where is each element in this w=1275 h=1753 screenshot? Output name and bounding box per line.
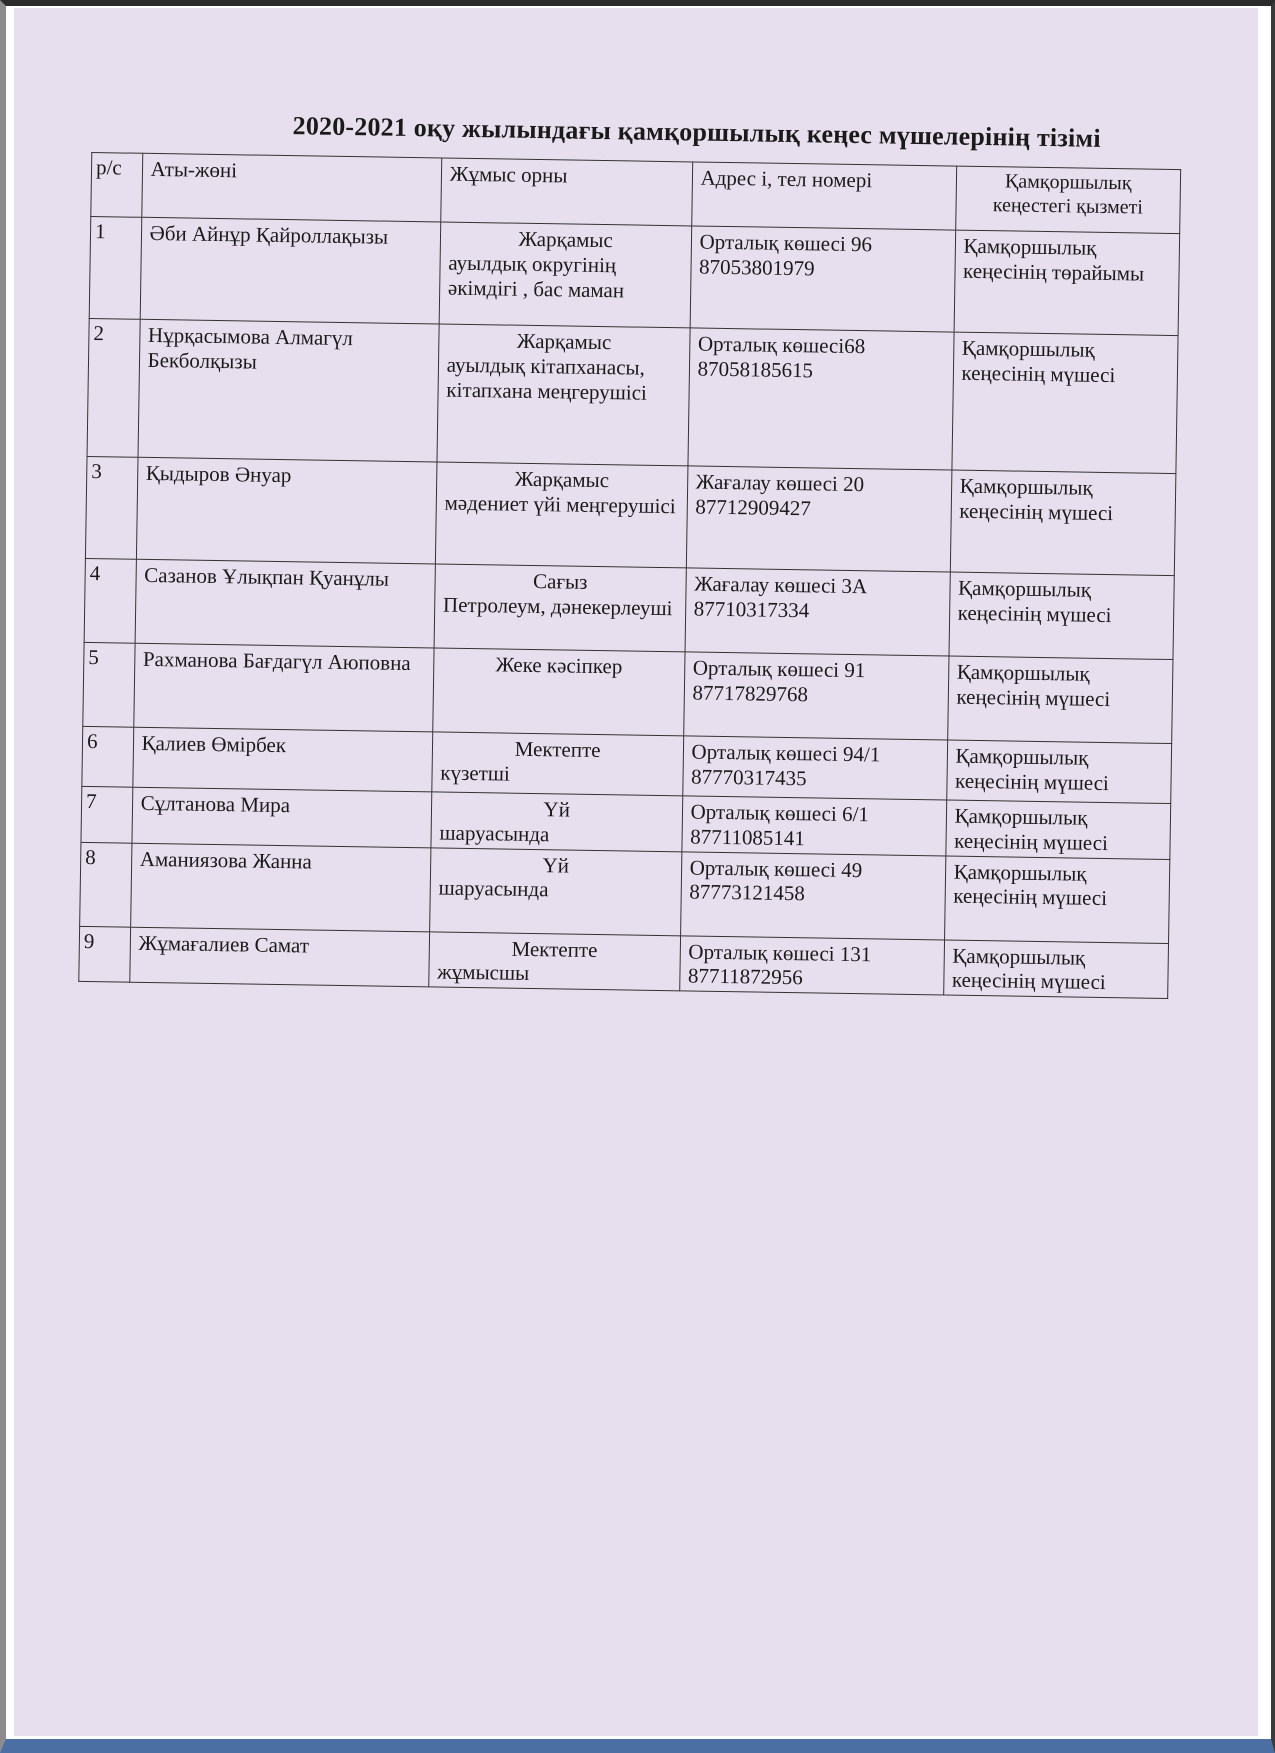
- work-place-rest: шаруасында: [438, 875, 549, 902]
- work-place-first: Мектепте: [514, 736, 601, 763]
- row-num: 8: [80, 842, 132, 927]
- member-name: Рахманова Бағдагүл Аюповна: [133, 643, 433, 732]
- address: Жағалау көшесі 20: [695, 469, 865, 497]
- header-num: р/с: [91, 153, 143, 218]
- work-place-rest: Петролеум, дәнекерлеуші: [442, 592, 673, 620]
- work-place-rest: ауылдық округінің әкімдігі , бас маман: [447, 250, 625, 302]
- scanned-page: [14, 8, 1258, 1736]
- address: Орталық көшесі 49: [689, 855, 863, 882]
- work-place-first: Жарқамыс: [516, 328, 612, 355]
- work-place-first: Жарқамыс: [514, 466, 610, 493]
- phone: 87710317334: [693, 596, 810, 623]
- row-num: 4: [84, 558, 136, 643]
- work-place: [431, 792, 683, 851]
- member-name: Нұрқасымова Алмагүл Бекболқызы: [138, 319, 439, 462]
- row-num: 3: [85, 456, 137, 559]
- phone: 87712909427: [695, 494, 812, 521]
- phone: 87053801979: [698, 254, 815, 281]
- address: Орталық көшесі 91: [692, 655, 866, 683]
- row-num: 2: [87, 318, 140, 457]
- table-row: [87, 318, 1178, 473]
- row-num: 5: [83, 642, 135, 727]
- address-phone: [690, 226, 956, 332]
- phone: 87711085141: [690, 824, 806, 851]
- work-place-rest: ауылдық кітапханасы, кітапхана меңгерушісі: [446, 352, 648, 405]
- council-role: Қамқоршылық кеңесінің төрайымы: [954, 230, 1180, 336]
- work-place: [437, 324, 690, 466]
- address-phone: [679, 935, 944, 995]
- council-role: Қамқоршылық кеңесінің мүшесі: [943, 940, 1168, 999]
- address: Орталық көшесі 94/1: [691, 739, 881, 767]
- council-role: Қамқоршылық кеңесінің мүшесі: [950, 470, 1176, 576]
- member-name: Қалиев Өмірбек: [132, 727, 432, 792]
- document-content: [78, 108, 1192, 999]
- members-table: [78, 152, 1181, 999]
- work-place-first: Жарқамыс: [518, 226, 614, 253]
- page-title: 2020-2021 оқу жылындағы қамқоршылық кеңес мүшелерінің тізімі: [292, 111, 1101, 153]
- row-num: 7: [81, 786, 132, 842]
- address: Орталық көшесі 6/1: [690, 799, 870, 827]
- row-num: 6: [82, 726, 134, 787]
- work-place-rest: күзетші: [440, 760, 511, 786]
- council-role: Қамқоршылық кеңесінің мүшесі: [949, 572, 1175, 660]
- address: Орталық көшесі 96: [699, 229, 873, 257]
- work-place: [432, 732, 684, 796]
- council-role: Қамқоршылық кеңесінің мүшесі: [951, 332, 1178, 474]
- address-phone: [686, 466, 952, 572]
- work-place-rest: жұмысшы: [437, 959, 530, 986]
- council-role: Қамқоршылық кеңесінің мүшесі: [946, 740, 1171, 804]
- header-name: Аты-жөні: [141, 153, 441, 222]
- work-place: [429, 847, 681, 935]
- work-place: [429, 931, 681, 990]
- work-place-first: Үй: [543, 797, 571, 822]
- work-place: [433, 648, 685, 736]
- work-place-first: Жеке кәсіпкер: [495, 652, 623, 679]
- council-role: Қамқоршылық кеңесінің мүшесі: [944, 856, 1170, 944]
- work-place-rest: мәдениет үйі меңгерушісі: [444, 490, 676, 518]
- phone: 87717829768: [692, 680, 809, 707]
- header-work: Жұмыс орны: [441, 158, 693, 226]
- member-name: Аманиязова Жанна: [130, 843, 430, 932]
- header-role: Қамқоршылық кеңестегі қызметі: [955, 166, 1180, 234]
- row-num: 9: [79, 926, 130, 982]
- work-place-rest: шаруасында: [439, 820, 550, 847]
- address: Орталық көшесі68: [697, 331, 866, 359]
- table-row: [85, 456, 1175, 575]
- phone: 87058185615: [697, 356, 814, 383]
- work-place: [435, 462, 687, 568]
- phone: 87711872956: [687, 963, 803, 990]
- member-name: Сазанов Ұлықпан Қуанұлы: [135, 559, 435, 648]
- table-row: [89, 216, 1179, 335]
- member-name: Әби Айнұр Қайроллақызы: [140, 217, 441, 324]
- member-name: Қыдыров Әнуар: [136, 457, 437, 564]
- member-name: Сұлтанова Мира: [132, 787, 432, 847]
- member-name: Жұмағалиев Самат: [129, 927, 429, 987]
- council-role: Қамқоршылық кеңесінің мүшесі: [945, 800, 1170, 859]
- address-phone: [683, 652, 948, 740]
- work-place-first: Мектепте: [511, 936, 598, 962]
- address: Орталық көшесі 131: [688, 939, 872, 966]
- council-role: Қамқоршылық кеңесінің мүшесі: [947, 656, 1173, 744]
- work-place-first: Сағыз: [532, 568, 588, 594]
- row-num: 1: [89, 216, 141, 319]
- address-phone: [680, 851, 945, 939]
- address: Жағалау көшесі 3А: [693, 571, 868, 599]
- work-place-first: Үй: [542, 852, 570, 878]
- address-phone: [685, 568, 950, 656]
- address-phone: [688, 328, 954, 470]
- phone: 87770317435: [690, 764, 807, 791]
- header-address: Адрес і, тел номері: [691, 162, 956, 230]
- work-place: [439, 222, 691, 328]
- address-phone: [681, 796, 946, 856]
- phone: 87773121458: [689, 879, 806, 906]
- work-place: [434, 564, 686, 652]
- address-phone: [682, 736, 947, 800]
